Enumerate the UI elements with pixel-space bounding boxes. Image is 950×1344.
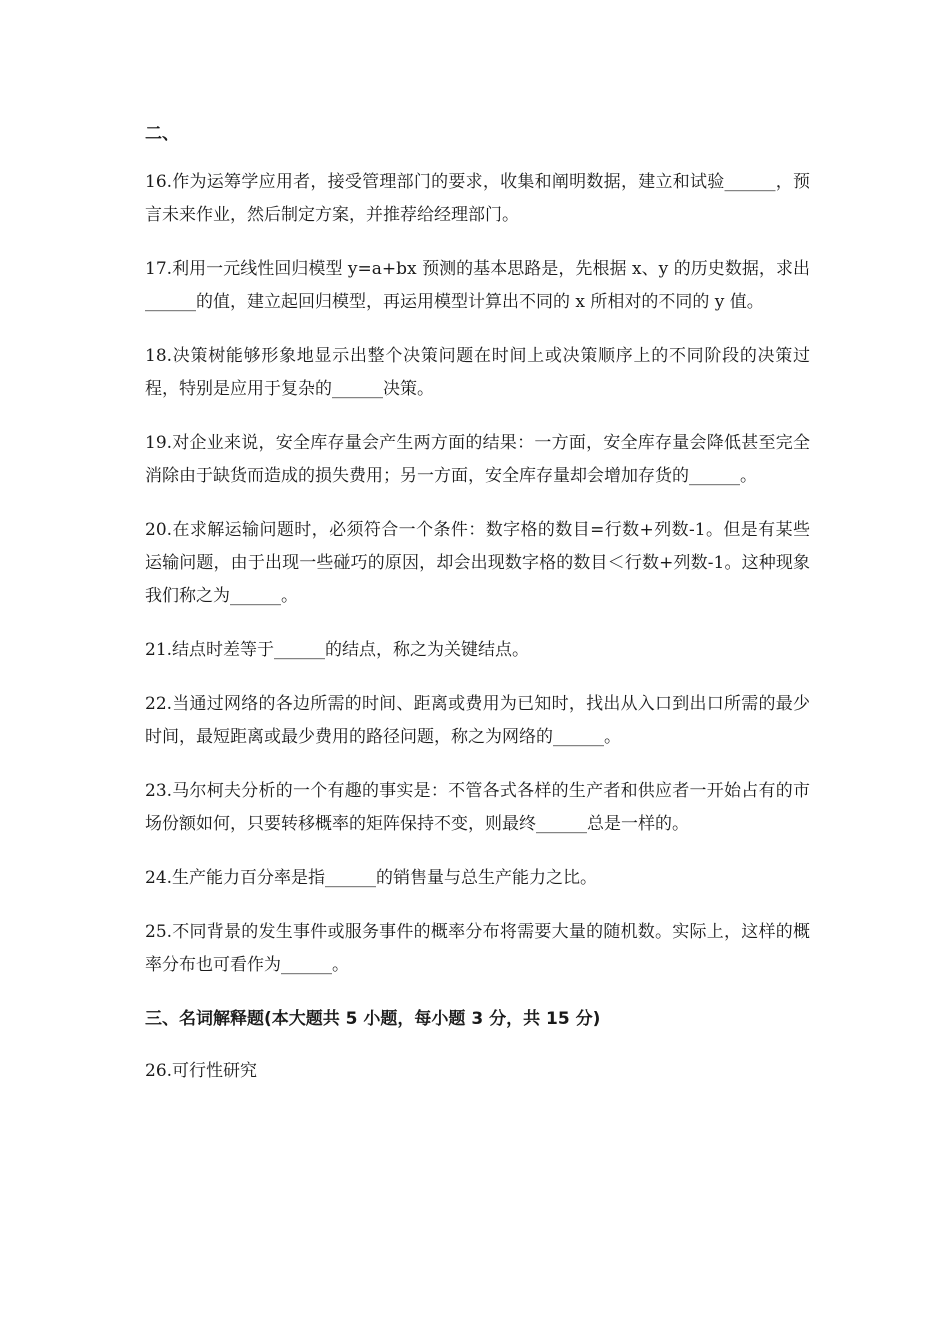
question-16: 16.作为运筹学应用者，接受管理部门的要求，收集和阐明数据，建立和试验______，预言未来作业，然后制定方案，并推荐给经理部门。 bbox=[145, 172, 810, 225]
fill-in-questions bbox=[145, 166, 810, 982]
term-item-26: 26.可行性研究 bbox=[145, 1061, 258, 1081]
question-21: 21.结点时差等于______的结点，称之为关键结点。 bbox=[145, 640, 530, 660]
section-two-heading: 二、 bbox=[145, 124, 179, 144]
question-19: 19.对企业来说，安全库存量会产生两方面的结果：一方面，安全库存量会降低甚至完全消除由于缺货而造成的损失费用；另一方面，安全库存量却会增加存货的______。 bbox=[145, 433, 810, 486]
section-three-heading: 三、名词解释题(本大题共 5 小题，每小题 3 分，共 15 分) bbox=[145, 1009, 601, 1029]
question-25: 25.不同背景的发生事件或服务事件的概率分布将需要大量的随机数。实际上，这样的概率分布也可看作为______。 bbox=[145, 922, 810, 975]
document-page bbox=[145, 118, 810, 1088]
question-22: 22.当通过网络的各边所需的时间、距离或费用为已知时，找出从入口到出口所需的最少时间，最短距离或最少费用的路径问题，称之为网络的______。 bbox=[145, 694, 810, 747]
question-17: 17.利用一元线性回归模型 y=a+bx 预测的基本思路是，先根据 x、y 的历史数据，求出______的值，建立起回归模型，再运用模型计算出不同的 x 所相对的不同的 y 值。 bbox=[145, 259, 810, 312]
question-24: 24.生产能力百分率是指______的销售量与总生产能力之比。 bbox=[145, 868, 598, 888]
question-23: 23.马尔柯夫分析的一个有趣的事实是：不管各式各样的生产者和供应者一开始占有的市场份额如何，只要转移概率的矩阵保持不变，则最终______总是一样的。 bbox=[145, 781, 810, 834]
question-20: 20.在求解运输问题时，必须符合一个条件：数字格的数目=行数+列数-1。但是有某些运输问题，由于出现一些碰巧的原因，却会出现数字格的数目＜行数+列数-1。这种现象我们称之为______。 bbox=[145, 520, 810, 606]
question-18: 18.决策树能够形象地显示出整个决策问题在时间上或决策顺序上的不同阶段的决策过程，特别是应用于复杂的______决策。 bbox=[145, 346, 810, 399]
